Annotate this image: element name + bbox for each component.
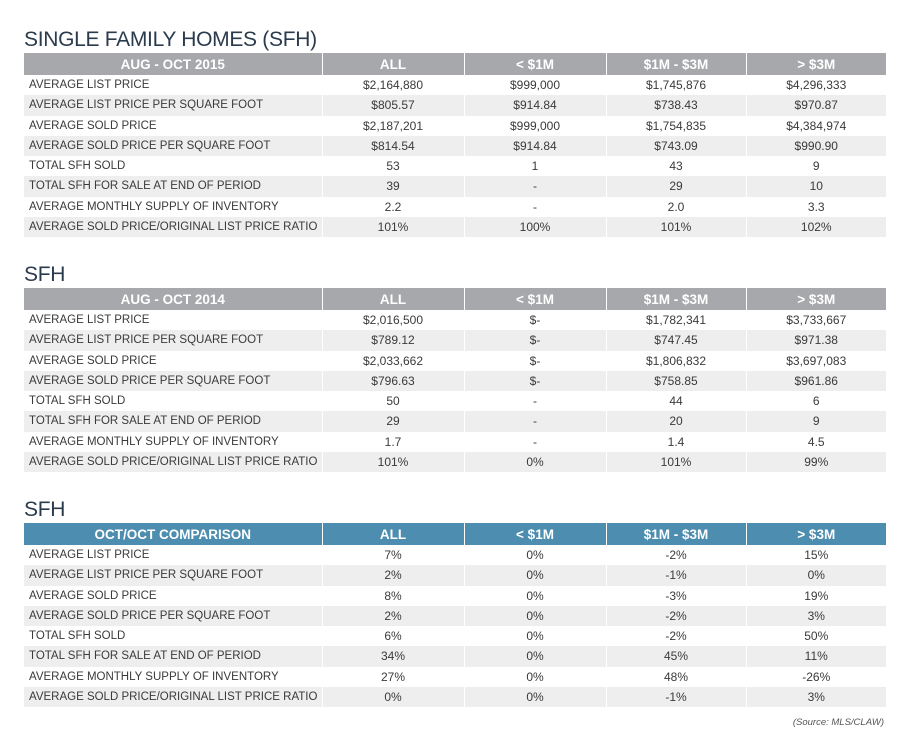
- column-header: > $3M: [746, 53, 886, 75]
- cell-value: $4,384,974: [746, 116, 886, 136]
- table-row: [24, 667, 886, 687]
- row-label: AVERAGE LIST PRICE PER SQUARE FOOT: [24, 565, 322, 585]
- cell-value: 0%: [464, 586, 606, 606]
- cell-value: $4,296,333: [746, 75, 886, 95]
- cell-value: 4.5: [746, 432, 886, 452]
- cell-value: $961.86: [746, 371, 886, 391]
- cell-value: 6: [746, 391, 886, 411]
- row-label: AVERAGE LIST PRICE: [24, 545, 322, 565]
- column-header: > $3M: [746, 523, 886, 545]
- cell-value: 0%: [464, 667, 606, 687]
- table-row: [24, 310, 886, 330]
- cell-value: $814.54: [322, 136, 464, 156]
- cell-value: $2,164,880: [322, 75, 464, 95]
- column-header: < $1M: [464, 523, 606, 545]
- cell-value: 101%: [606, 217, 746, 237]
- cell-value: $758.85: [606, 371, 746, 391]
- table-row: [24, 606, 886, 626]
- cell-value: 0%: [464, 646, 606, 666]
- cell-value: $-: [464, 310, 606, 330]
- table-row: [24, 687, 886, 707]
- row-label: AVERAGE LIST PRICE: [24, 75, 322, 95]
- cell-value: 50: [322, 391, 464, 411]
- table-2014: [24, 288, 886, 472]
- cell-value: 39: [322, 176, 464, 196]
- cell-value: 99%: [746, 452, 886, 472]
- row-label: TOTAL SFH FOR SALE AT END OF PERIOD: [24, 176, 322, 196]
- period-header: AUG - OCT 2015: [24, 53, 322, 75]
- cell-value: 0%: [464, 545, 606, 565]
- header-row: [24, 523, 886, 545]
- cell-value: $-: [464, 330, 606, 350]
- row-label: AVERAGE LIST PRICE: [24, 310, 322, 330]
- column-header: ALL: [322, 288, 464, 310]
- cell-value: 100%: [464, 217, 606, 237]
- cell-value: 15%: [746, 545, 886, 565]
- row-label: TOTAL SFH SOLD: [24, 626, 322, 646]
- cell-value: $914.84: [464, 136, 606, 156]
- cell-value: $1,745,876: [606, 75, 746, 95]
- cell-value: $990.90: [746, 136, 886, 156]
- cell-value: -2%: [606, 606, 746, 626]
- cell-value: -: [464, 197, 606, 217]
- cell-value: 101%: [322, 217, 464, 237]
- cell-value: $999,000: [464, 116, 606, 136]
- cell-value: $1,782,341: [606, 310, 746, 330]
- cell-value: 3.3: [746, 197, 886, 217]
- table-row: [24, 646, 886, 666]
- column-header: ALL: [322, 53, 464, 75]
- table-row: [24, 586, 886, 606]
- cell-value: $914.84: [464, 95, 606, 115]
- cell-value: 0%: [464, 565, 606, 585]
- row-label: AVERAGE MONTHLY SUPPLY OF INVENTORY: [24, 197, 322, 217]
- column-header: < $1M: [464, 288, 606, 310]
- cell-value: 53: [322, 156, 464, 176]
- section-2014: [24, 262, 886, 472]
- cell-value: 50%: [746, 626, 886, 646]
- table-row: [24, 217, 886, 237]
- row-label: AVERAGE SOLD PRICE/ORIGINAL LIST PRICE RATIO: [24, 687, 322, 707]
- cell-value: -1%: [606, 565, 746, 585]
- table-comparison: [24, 523, 886, 707]
- table-row: [24, 432, 886, 452]
- row-label: AVERAGE LIST PRICE PER SQUARE FOOT: [24, 330, 322, 350]
- cell-value: -1%: [606, 687, 746, 707]
- cell-value: $743.09: [606, 136, 746, 156]
- cell-value: 2.0: [606, 197, 746, 217]
- header-row: [24, 53, 886, 75]
- cell-value: $789.12: [322, 330, 464, 350]
- row-label: AVERAGE SOLD PRICE: [24, 116, 322, 136]
- cell-value: -: [464, 411, 606, 431]
- cell-value: $-: [464, 351, 606, 371]
- cell-value: 3%: [746, 687, 886, 707]
- cell-value: 45%: [606, 646, 746, 666]
- section-title: SFH: [24, 498, 66, 521]
- header-row: [24, 288, 886, 310]
- column-header: $1M - $3M: [606, 53, 746, 75]
- cell-value: 20: [606, 411, 746, 431]
- table-row: [24, 330, 886, 350]
- cell-value: $2,033,662: [322, 351, 464, 371]
- row-label: AVERAGE SOLD PRICE PER SQUARE FOOT: [24, 136, 322, 156]
- cell-value: 0%: [464, 606, 606, 626]
- column-header: $1M - $3M: [606, 523, 746, 545]
- cell-value: 2%: [322, 606, 464, 626]
- table-row: [24, 136, 886, 156]
- cell-value: 3%: [746, 606, 886, 626]
- source-note: (Source: MLS/CLAW): [792, 717, 884, 728]
- period-header: OCT/OCT COMPARISON: [24, 523, 322, 545]
- cell-value: 101%: [606, 452, 746, 472]
- cell-value: -: [464, 432, 606, 452]
- cell-value: $2,016,500: [322, 310, 464, 330]
- table-row: [24, 116, 886, 136]
- row-label: AVERAGE MONTHLY SUPPLY OF INVENTORY: [24, 667, 322, 687]
- cell-value: $805.57: [322, 95, 464, 115]
- cell-value: $-: [464, 371, 606, 391]
- cell-value: $999,000: [464, 75, 606, 95]
- cell-value: -: [464, 391, 606, 411]
- cell-value: $738.43: [606, 95, 746, 115]
- column-header: $1M - $3M: [606, 288, 746, 310]
- cell-value: 2%: [322, 565, 464, 585]
- cell-value: 0%: [746, 565, 886, 585]
- column-header: > $3M: [746, 288, 886, 310]
- row-label: AVERAGE SOLD PRICE PER SQUARE FOOT: [24, 371, 322, 391]
- cell-value: -3%: [606, 586, 746, 606]
- cell-value: -2%: [606, 545, 746, 565]
- row-label: AVERAGE SOLD PRICE/ORIGINAL LIST PRICE RATIO: [24, 452, 322, 472]
- cell-value: 6%: [322, 626, 464, 646]
- table-2015: [24, 53, 886, 237]
- row-label: AVERAGE SOLD PRICE: [24, 586, 322, 606]
- cell-value: 2.2: [322, 197, 464, 217]
- table-row: [24, 391, 886, 411]
- section-2015: [24, 27, 886, 237]
- table-row: [24, 411, 886, 431]
- column-header: ALL: [322, 523, 464, 545]
- cell-value: $796.63: [322, 371, 464, 391]
- table-row: [24, 371, 886, 391]
- row-label: AVERAGE LIST PRICE PER SQUARE FOOT: [24, 95, 322, 115]
- table-row: [24, 176, 886, 196]
- cell-value: 9: [746, 156, 886, 176]
- cell-value: -26%: [746, 667, 886, 687]
- cell-value: $970.87: [746, 95, 886, 115]
- table-row: [24, 75, 886, 95]
- cell-value: -: [464, 176, 606, 196]
- section-title: SINGLE FAMILY HOMES (SFH): [24, 28, 317, 51]
- row-label: AVERAGE SOLD PRICE: [24, 351, 322, 371]
- cell-value: 34%: [322, 646, 464, 666]
- table-row: [24, 156, 886, 176]
- table-row: [24, 351, 886, 371]
- cell-value: $747.45: [606, 330, 746, 350]
- table-row: [24, 95, 886, 115]
- period-header: AUG - OCT 2014: [24, 288, 322, 310]
- cell-value: 1: [464, 156, 606, 176]
- cell-value: 43: [606, 156, 746, 176]
- cell-value: 0%: [464, 452, 606, 472]
- cell-value: 9: [746, 411, 886, 431]
- cell-value: 19%: [746, 586, 886, 606]
- row-label: TOTAL SFH FOR SALE AT END OF PERIOD: [24, 411, 322, 431]
- cell-value: 102%: [746, 217, 886, 237]
- row-label: AVERAGE SOLD PRICE PER SQUARE FOOT: [24, 606, 322, 626]
- row-label: AVERAGE SOLD PRICE/ORIGINAL LIST PRICE RATIO: [24, 217, 322, 237]
- table-row: [24, 197, 886, 217]
- cell-value: 29: [606, 176, 746, 196]
- row-label: AVERAGE MONTHLY SUPPLY OF INVENTORY: [24, 432, 322, 452]
- row-label: TOTAL SFH SOLD: [24, 156, 322, 176]
- cell-value: $971.38: [746, 330, 886, 350]
- section-title: SFH: [24, 263, 66, 286]
- cell-value: 101%: [322, 452, 464, 472]
- column-header: < $1M: [464, 53, 606, 75]
- table-row: [24, 545, 886, 565]
- cell-value: 11%: [746, 646, 886, 666]
- cell-value: 10: [746, 176, 886, 196]
- row-label: TOTAL SFH FOR SALE AT END OF PERIOD: [24, 646, 322, 666]
- cell-value: 1.4: [606, 432, 746, 452]
- table-row: [24, 452, 886, 472]
- cell-value: 0%: [464, 687, 606, 707]
- cell-value: 27%: [322, 667, 464, 687]
- cell-value: 44: [606, 391, 746, 411]
- table-row: [24, 626, 886, 646]
- table-row: [24, 565, 886, 585]
- cell-value: 1.7: [322, 432, 464, 452]
- cell-value: 7%: [322, 545, 464, 565]
- cell-value: 48%: [606, 667, 746, 687]
- cell-value: $3,697,083: [746, 351, 886, 371]
- cell-value: $1,806,832: [606, 351, 746, 371]
- cell-value: 0%: [322, 687, 464, 707]
- cell-value: -2%: [606, 626, 746, 646]
- cell-value: 0%: [464, 626, 606, 646]
- cell-value: $1,754,835: [606, 116, 746, 136]
- section-comparison: [24, 497, 886, 707]
- row-label: TOTAL SFH SOLD: [24, 391, 322, 411]
- cell-value: $2,187,201: [322, 116, 464, 136]
- cell-value: 8%: [322, 586, 464, 606]
- cell-value: 29: [322, 411, 464, 431]
- cell-value: $3,733,667: [746, 310, 886, 330]
